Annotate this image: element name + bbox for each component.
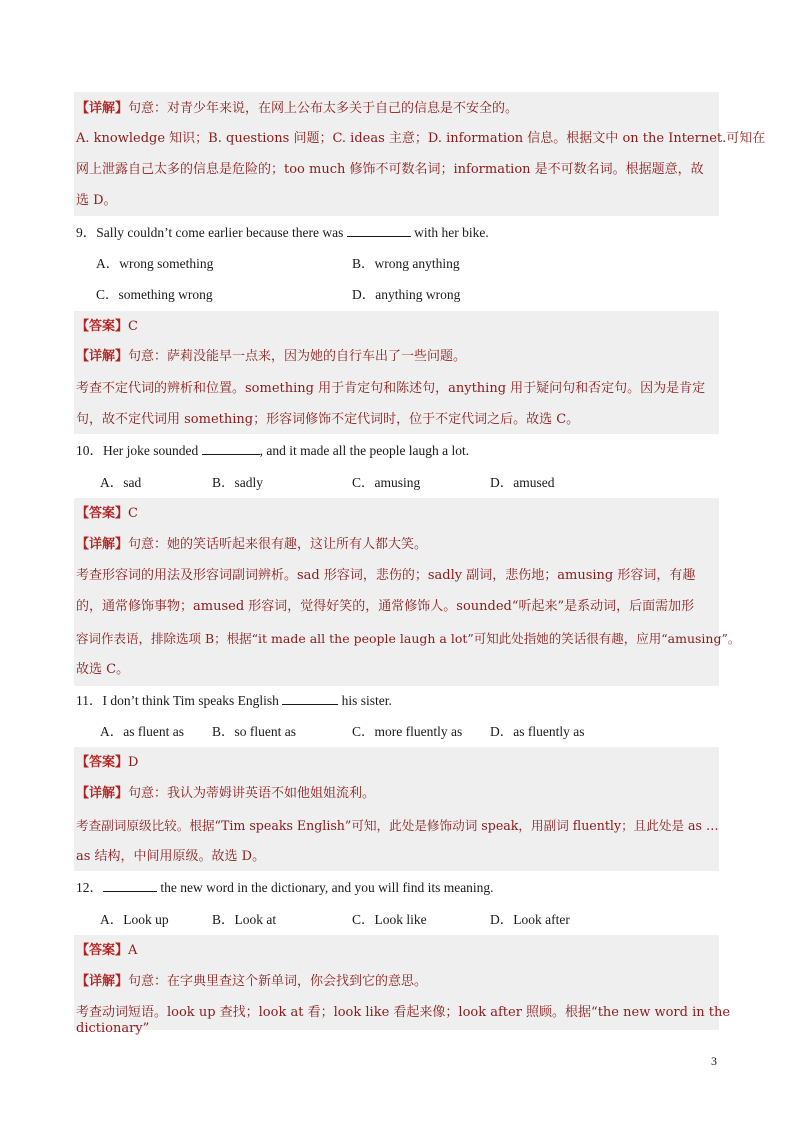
q11-explanation-1: 考查副词原级比较。根据“Tim speaks English”可知，此处是修饰动词 speak，用副词 fluently；且此处是 as … [76,818,719,833]
q10-stem: 10．Her joke sounded , and it made all the people laugh a lot. [76,443,470,458]
q12-explanation-1: 考查动词短语。look up 查找；look at 看；look like 看起来像；look after 照顾。根据“the new word in the [76,1005,731,1020]
q11-option-b: B．so fluent as [212,724,296,739]
q10-detail: 【详解】句意：她的笑话听起来很有趣，这让所有人都大笑。 [76,537,428,552]
q8-explanation-1: A. knowledge 知识；B. questions 问题；C. ideas 主意；D. information 信息。根据文中 on the Internet.可知在 [76,131,766,146]
q10-option-a: A．sad [100,475,142,490]
q11-blank [282,692,338,705]
q9-detail: 【详解】句意：萨莉没能早一点来，因为她的自行车出了一些问题。 [76,349,467,364]
q11-option-c: C．more fluently as [352,724,463,739]
q12-option-a: A．Look up [100,912,169,927]
q12-blank [103,879,157,892]
q11-detail: 【详解】句意：我认为蒂姆讲英语不如他姐姐流利。 [76,786,376,801]
q9-explanation-2: 句，故不定代词用 something；形容词修饰不定代词时，位于不定代词之后。故选 C。 [76,412,580,427]
q12-option-d: D．Look after [490,912,570,927]
q12-option-c: C．Look like [352,912,427,927]
q9-stem: 9．Sally couldn’t come earlier because there was with her bike. [76,225,489,240]
q12-option-b: B．Look at [212,912,277,927]
page-number: 3 [711,1054,717,1068]
q10-explanation-2: 的，通常修饰事物；amused 形容词，觉得好笑的，通常修饰人。sounded“听起来”是系动词，后面需加形 [76,599,695,614]
q11-answer: 【答案】D [76,755,139,770]
q8-explanation-3: 选 D。 [76,193,117,208]
q11-option-d: D．as fluently as [490,724,585,739]
q11-option-a: A．as fluent as [100,724,184,739]
q12-stem: 12． the new word in the dictionary, and you will find its meaning. [76,880,494,895]
q10-option-c: C．amusing [352,475,421,490]
q12-detail: 【详解】句意：在字典里查这个新单词，你会找到它的意思。 [76,974,428,989]
q9-option-d: D．anything wrong [352,287,461,302]
q10-explanation-3: 容词作表语，排除选项 B；根据“it made all the people laugh a lot”可知此处指她的笑话很有趣，应用“amusing”。 [76,631,741,646]
q12-explanation-2: dictionary” [76,1021,150,1036]
q9-option-a: A．wrong something [96,256,214,271]
q10-answer: 【答案】C [76,506,138,521]
q9-explanation-1: 考查不定代词的辨析和位置。something 用于肯定句和陈述句，anything 用于疑问句和否定句。因为是肯定 [76,381,706,396]
q8-detail: 【详解】句意：对青少年来说，在网上公布太多关于自己的信息是不安全的。 [76,101,519,116]
q10-option-d: D．amused [490,475,555,490]
q9-blank [347,224,411,237]
q10-blank [202,442,260,455]
q10-explanation-1: 考查形容词的用法及形容词副词辨析。sad 形容词，悲伤的；sadly 副词，悲伤地；amusing 形容词，有趣 [76,568,696,583]
q11-stem: 11．I don’t think Tim speaks English his sister. [76,693,392,708]
q10-explanation-box [74,498,719,686]
q9-option-c: C．something wrong [96,287,213,302]
q9-answer: 【答案】C [76,319,138,334]
q11-explanation-2: as 结构，中间用原级。故选 D。 [76,849,266,864]
q8-explanation-2: 网上泄露自己太多的信息是危险的；too much 修饰不可数名词；information 是不可数名词。根据题意，故 [76,162,704,177]
q10-option-b: B．sadly [212,475,264,490]
q10-explanation-4: 故选 C。 [76,662,130,677]
q12-answer: 【答案】A [76,943,138,958]
q9-option-b: B．wrong anything [352,256,460,271]
